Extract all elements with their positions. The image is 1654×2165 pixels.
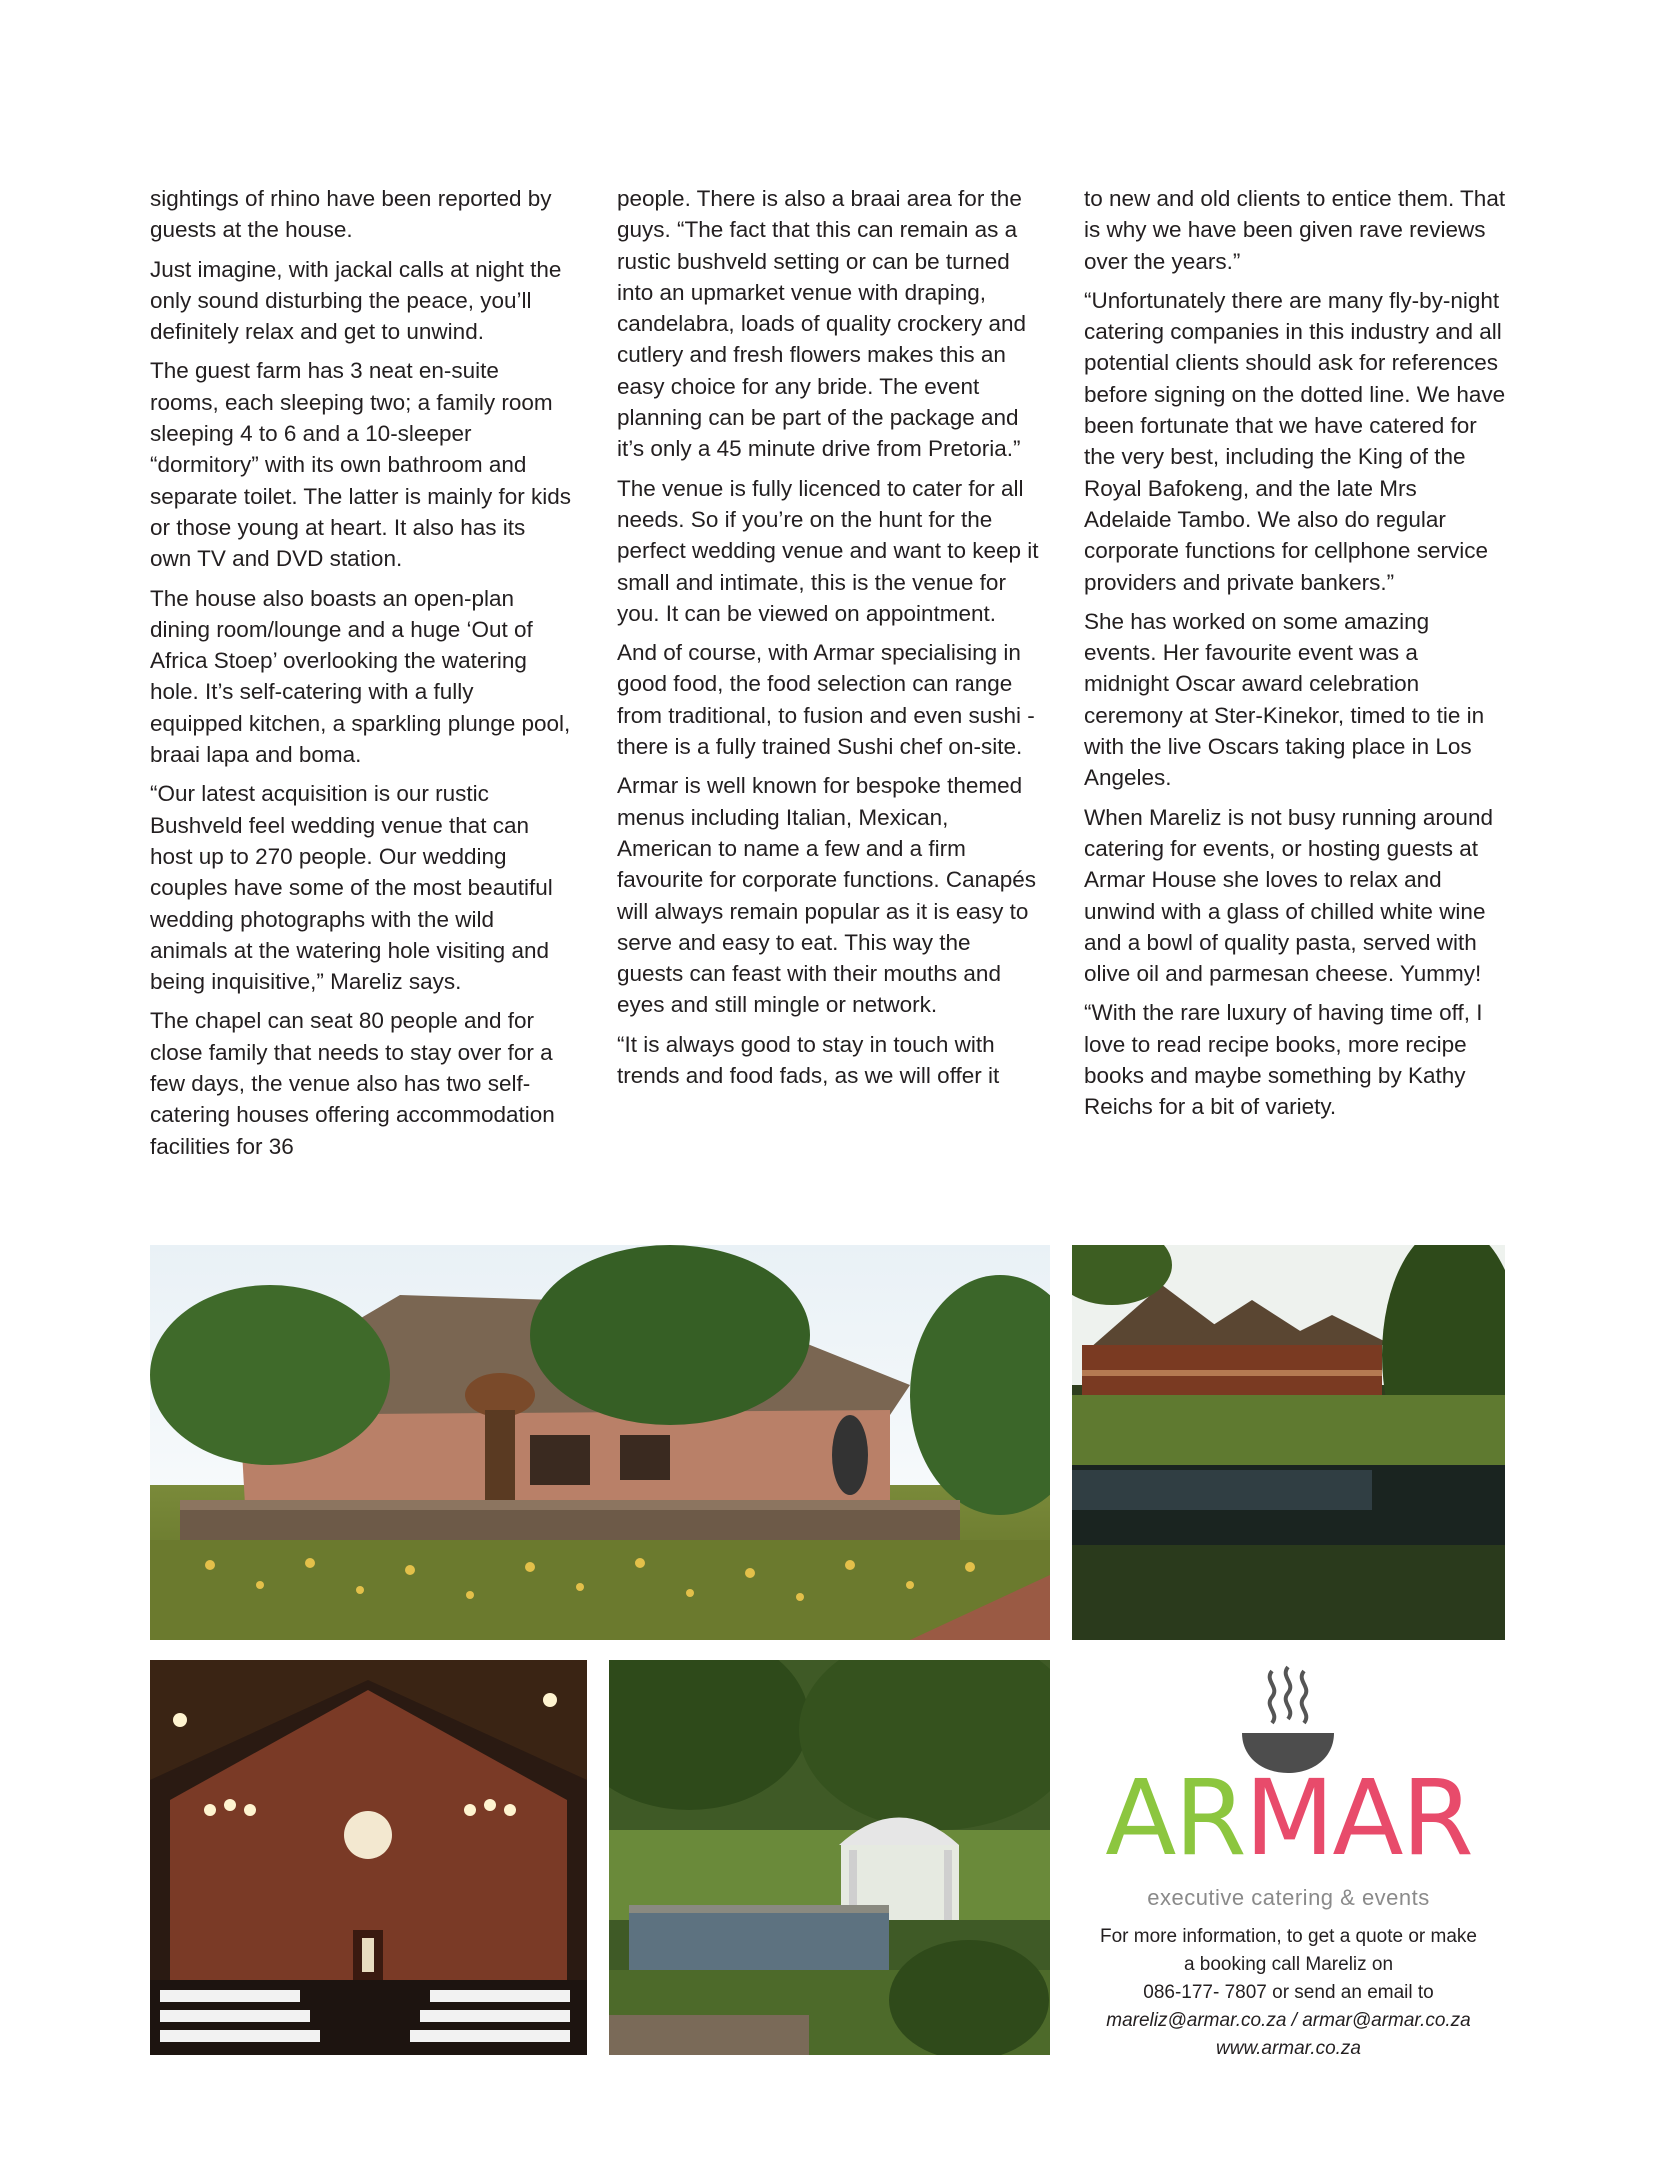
contact-line: For more information, to get a quote or make xyxy=(1099,1926,1477,1947)
paragraph: When Mareliz is not busy running around catering for events, or hosting guests at Armar House she loves to relax and unwind with a glass of chilled white wine and a bowl of quality pasta, served with olive oil and parmesan cheese. Yummy! xyxy=(1084,804,1493,987)
paragraph: “It is always good to stay in touch with trends and food fads, as we will offer it xyxy=(617,1031,1000,1089)
website-link[interactable]: www.armar.co.za xyxy=(1216,2038,1361,2059)
paragraph: Armar is well known for bespoke themed menus including Italian, Mexican, American to name a few and a firm favourite for corporate functions. Canapés will always remain popular as it is easy to serve and easy to eat. This way the guests can feast with their mouths and eyes and still mingle or network. xyxy=(617,773,1036,1018)
paragraph: The guest farm has 3 neat en-suite rooms, each sleeping two; a family room sleeping 4 to 6 and a 10-sleeper “dormitory” with its own bathroom and separate toilet. The latter is mainly for kids or those young at heart. It also has its own TV and DVD station. xyxy=(150,358,572,572)
paragraph: Just imagine, with jackal calls at night the only sound disturbing the peace, you’ll definitely relax and get to unwind. xyxy=(150,256,562,345)
article-column-2 xyxy=(617,183,1039,1099)
house-fountain-photo xyxy=(150,1245,1050,1640)
paragraph: The house also boasts an open-plan dining room/lounge and a huge ‘Out of Africa Stoep’ overlooking the watering hole. It’s self-catering with a fully equipped kitchen, a sparkling plunge pool, braai lapa and boma. xyxy=(150,585,571,768)
paragraph: “With the rare luxury of having time off, I love to read recipe books, more recipe books and maybe something by Kathy Reichs for a bit of variety. xyxy=(1084,1000,1483,1120)
contact-info xyxy=(1072,1923,1505,2063)
brand-name xyxy=(1072,1757,1505,1879)
garden-gazebo-photo xyxy=(609,1660,1050,2055)
contact-phone: 086-177- 7807 or send an email to xyxy=(1143,1982,1434,2003)
brand-name-green: AR xyxy=(1105,1757,1245,1879)
article-column-1 xyxy=(150,183,572,1170)
paragraph: “Unfortunately there are many fly-by-night catering companies in this industry and all potential clients should ask for references before signing on the dotted line. We have been fortunate that we have catered for the very best, including the King of the Royal Bafokeng, and the late Mrs Adelaide Tambo. We also do regular corporate functions for cellphone service providers and private bankers.” xyxy=(1084,287,1506,595)
paragraph: to new and old clients to entice them. That is why we have been given rave reviews over the years.” xyxy=(1084,186,1506,274)
lodge-water-photo xyxy=(1072,1245,1505,1640)
brand-name-red: MAR xyxy=(1244,1757,1472,1879)
paragraph: And of course, with Armar specialising in good food, the food selection can range from traditional, to fusion and even sushi - there is a fully trained Sushi chef on-site. xyxy=(617,640,1035,760)
paragraph: people. There is also a braai area for the guys. “The fact that this can remain as a rustic bushveld setting or can be turned into an upmarket venue with draping, candelabra, loads of quality crockery and cutlery and fresh flowers makes this an easy choice for any bride. The event planning can be part of the package and it’s only a 45 minute drive from Pretoria.” xyxy=(617,186,1026,462)
brand-tagline: executive catering & events xyxy=(1147,1885,1430,1910)
article-column-3 xyxy=(1084,183,1506,1131)
paragraph: “Our latest acquisition is our rustic Bushveld feel wedding venue that can host up to 270 people. Our wedding couples have some of the most beautiful wedding photographs with the wild animals at the watering hole visiting and being inquisitive,” Mareliz says. xyxy=(150,781,553,995)
contact-emails[interactable]: mareliz@armar.co.za / armar@armar.co.za xyxy=(1106,2010,1471,2031)
paragraph: She has worked on some amazing events. Her favourite event was a midnight Oscar award celebration ceremony at Ster-Kinekor, timed to tie in with the live Oscars taking place in Los Angeles. xyxy=(1084,608,1485,791)
armar-logo-block xyxy=(1072,1655,1505,2075)
paragraph: sightings of rhino have been reported by guests at the house. xyxy=(150,186,552,243)
contact-line: a booking call Mareliz on xyxy=(1183,1954,1394,1975)
chapel-interior-photo xyxy=(150,1660,587,2055)
paragraph: The venue is fully licenced to cater for all needs. So if you’re on the hunt for the perfect wedding venue and want to keep it small and intimate, this is the venue for you. It can be viewed on appointment. xyxy=(617,475,1039,626)
paragraph: The chapel can seat 80 people and for close family that needs to stay over for a few days, the venue also has two self-catering houses offering accommodation facilities for 36 xyxy=(150,1008,555,1159)
